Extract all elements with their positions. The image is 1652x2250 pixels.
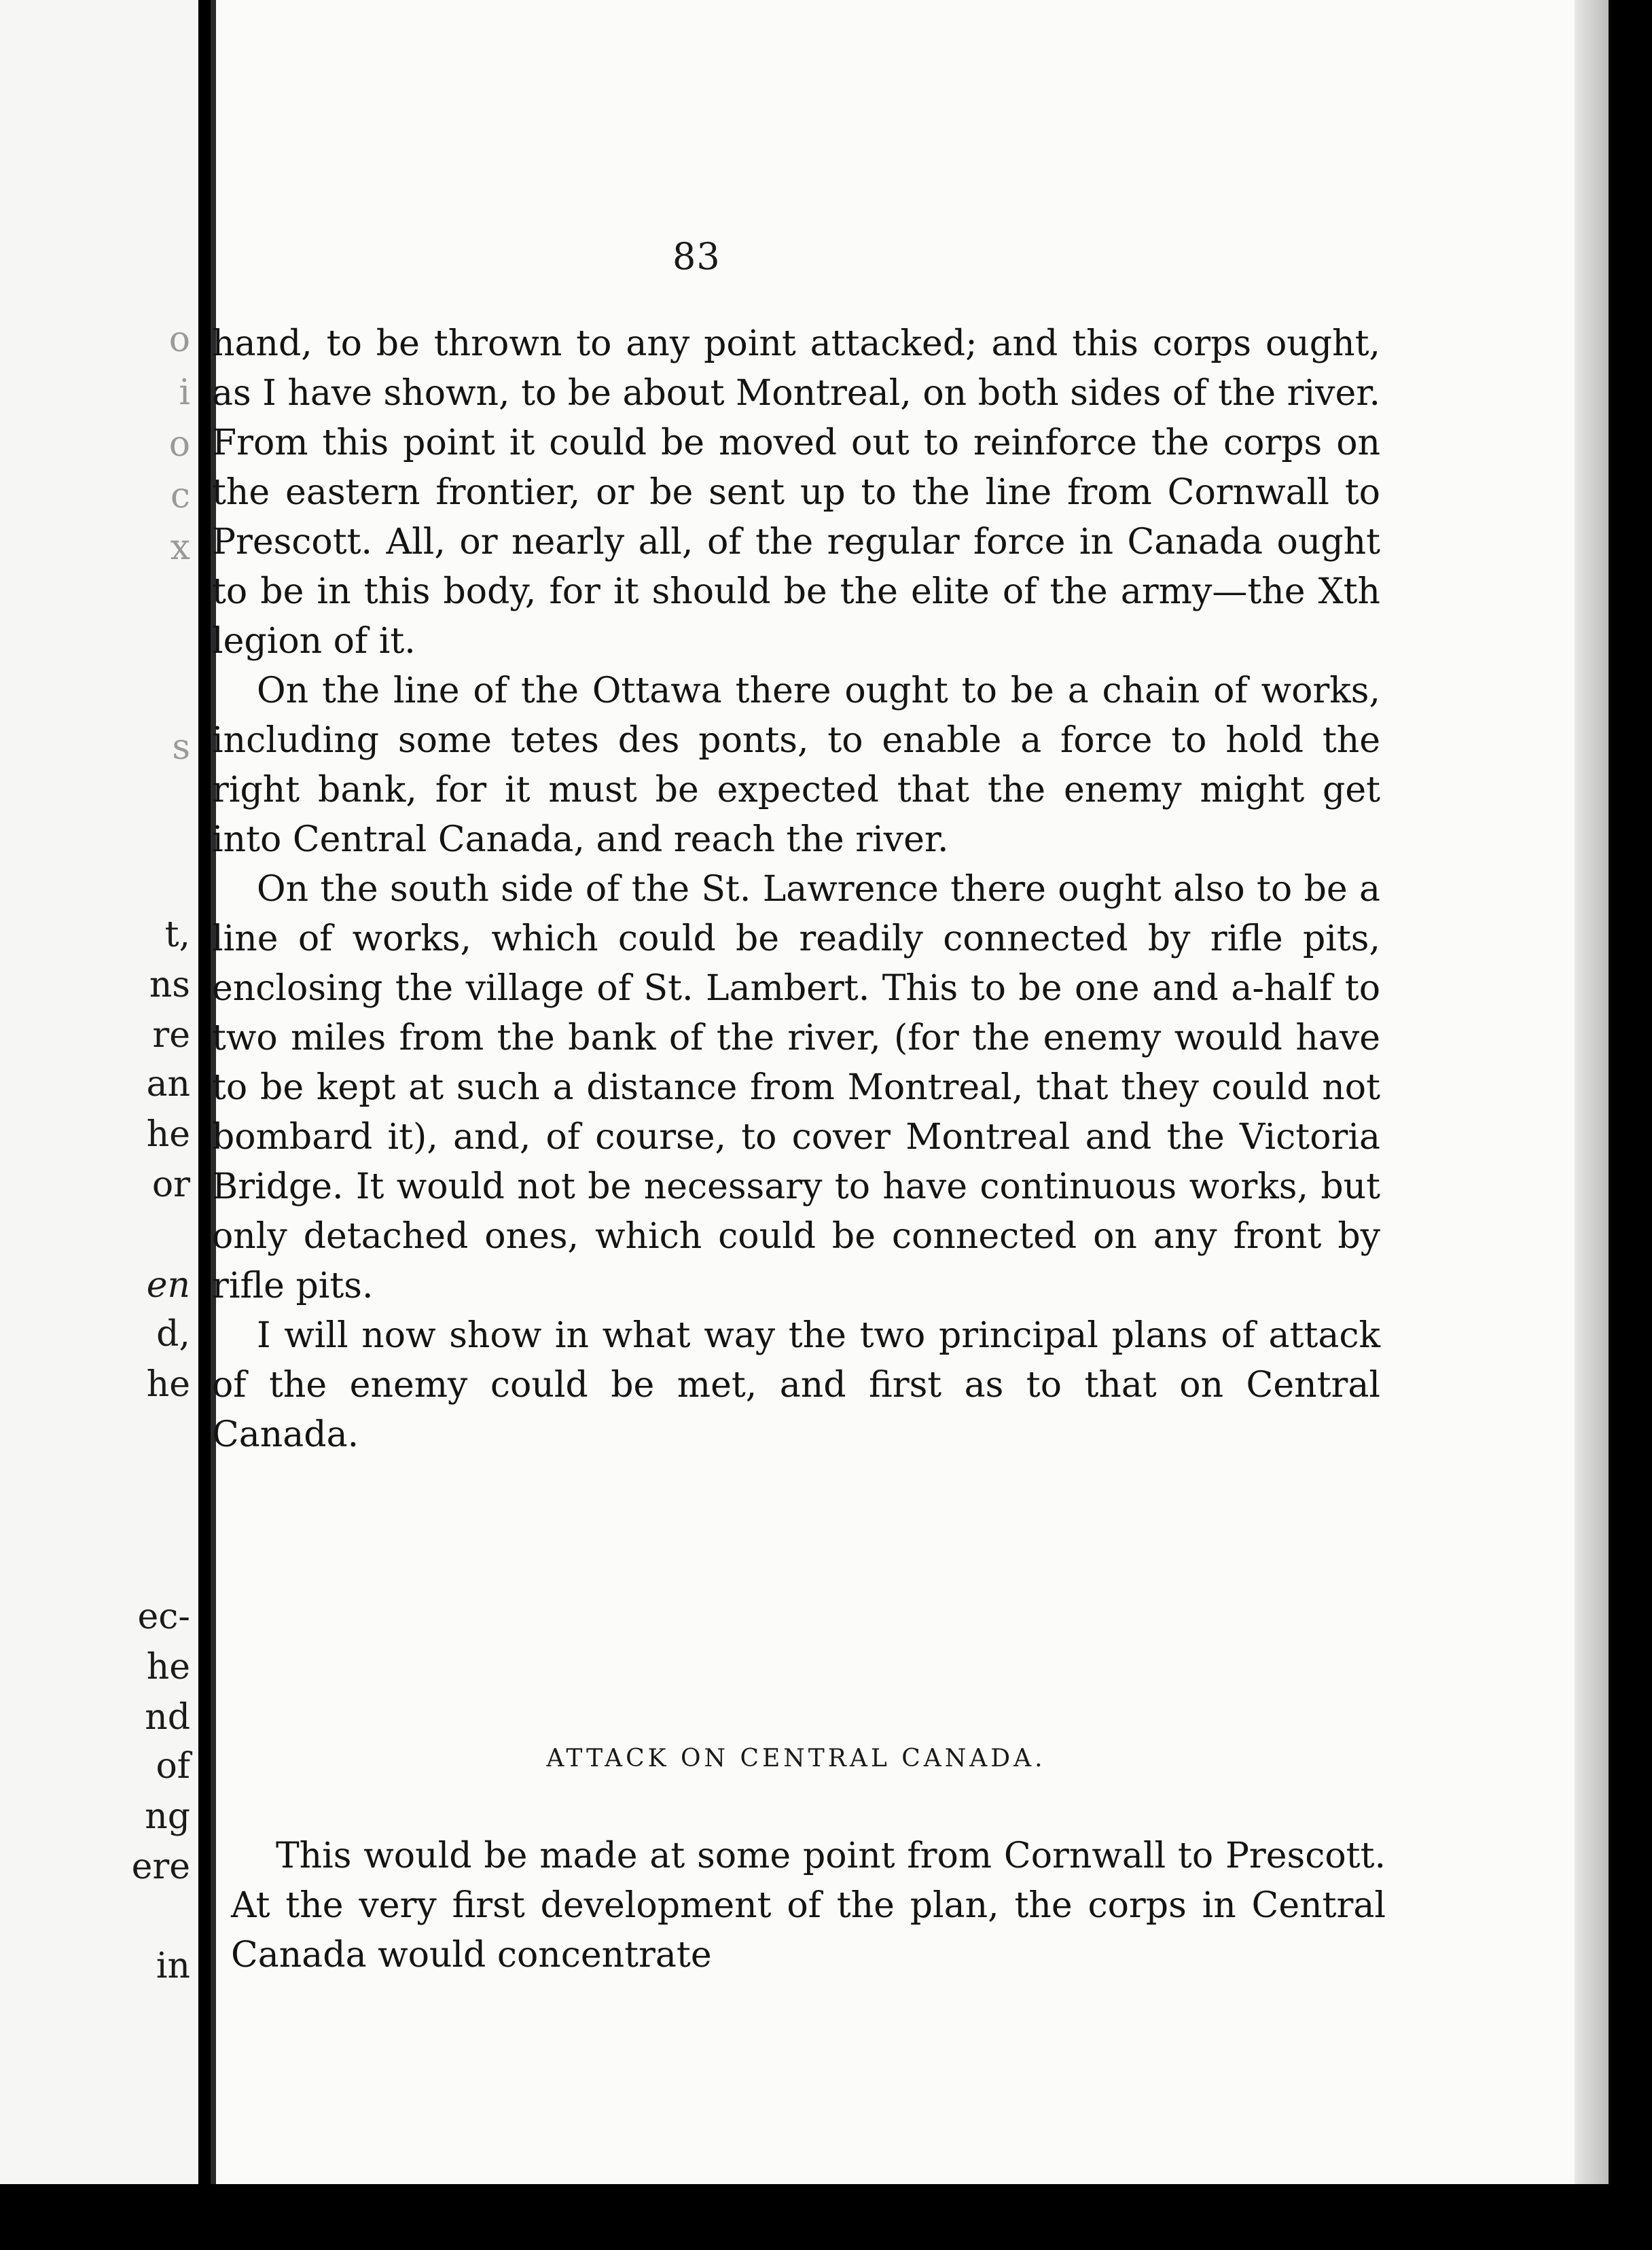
left-fragment: of bbox=[156, 1746, 190, 1787]
page-edge-shadow bbox=[1575, 0, 1609, 2250]
paragraph: On the south side of the St. Lawrence there ought also to be a line of works, which could be readily connected by rifle pits, enclosing the village of St. Lambert. This to be one and a-half to two miles from the bank of the river, (for the enemy would have to be kept at such a distance from Montreal, that they could not bombard it), and, of course, to cover Montreal and the Victoria Bridge. It would not be necessary to have continuous works, but only detached ones, which could be connected on any front by rifle pits. bbox=[212, 869, 1380, 1306]
paragraph: I will now show in what way the two principal plans of attack of the enemy could be met, and first as to that on Central Canada. bbox=[212, 1315, 1380, 1455]
left-fragment: nd bbox=[145, 1697, 190, 1738]
section-heading: ATTACK ON CENTRAL CANADA. bbox=[546, 1745, 1046, 1772]
left-fragment: d, bbox=[156, 1314, 190, 1355]
left-fragment: ng bbox=[145, 1796, 190, 1837]
left-fragment: o bbox=[168, 319, 190, 360]
left-fragment: an bbox=[146, 1064, 190, 1105]
left-page-edge bbox=[0, 0, 198, 2250]
left-fragment: re bbox=[152, 1015, 190, 1056]
left-fragment: o bbox=[168, 424, 190, 465]
body-text bbox=[212, 319, 1380, 1460]
paragraph: hand, to be thrown to any point attacked; and this corps ought, as I have shown, to be about Montreal, on both sides of the river. From this point it could be moved out to reinforce the corps on the eastern frontier, or be sent up to the line from Cornwall to Prescott. All, or nearly all, of the regular force in Canada ought to be in this body, for it should be the elite of the army—the Xth legion of it. bbox=[212, 323, 1380, 662]
left-fragment: he bbox=[146, 1647, 190, 1688]
left-fragment: he bbox=[146, 1114, 190, 1155]
left-fragment: ns bbox=[149, 965, 190, 1005]
left-fragment: or bbox=[151, 1164, 190, 1205]
paragraph: This would be made at some point from Cornwall to Prescott. At the very first development of the plan, the corps in Central Canada would concentrate bbox=[231, 1836, 1386, 1976]
page-number: 83 bbox=[672, 235, 721, 278]
paragraph: On the line of the Ottawa there ought to be a chain of works, including some tetes des ponts, to enable a force to hold the right bank, for it must be expected that the enemy might get into Central Canada, and reach the river. bbox=[212, 671, 1380, 860]
left-fragment: ere bbox=[131, 1846, 190, 1887]
scan-border bbox=[0, 2184, 1652, 2250]
left-fragment: s bbox=[172, 727, 190, 768]
section-body-text bbox=[231, 1832, 1386, 1980]
left-fragment: c bbox=[170, 476, 190, 516]
left-fragment: in bbox=[156, 1946, 190, 1986]
left-fragment: t, bbox=[164, 914, 190, 955]
left-fragment: en bbox=[146, 1265, 190, 1306]
left-fragment: x bbox=[170, 527, 190, 568]
left-fragment: ec- bbox=[137, 1596, 190, 1637]
left-fragment: i bbox=[179, 372, 190, 413]
left-fragment: he bbox=[146, 1364, 190, 1405]
